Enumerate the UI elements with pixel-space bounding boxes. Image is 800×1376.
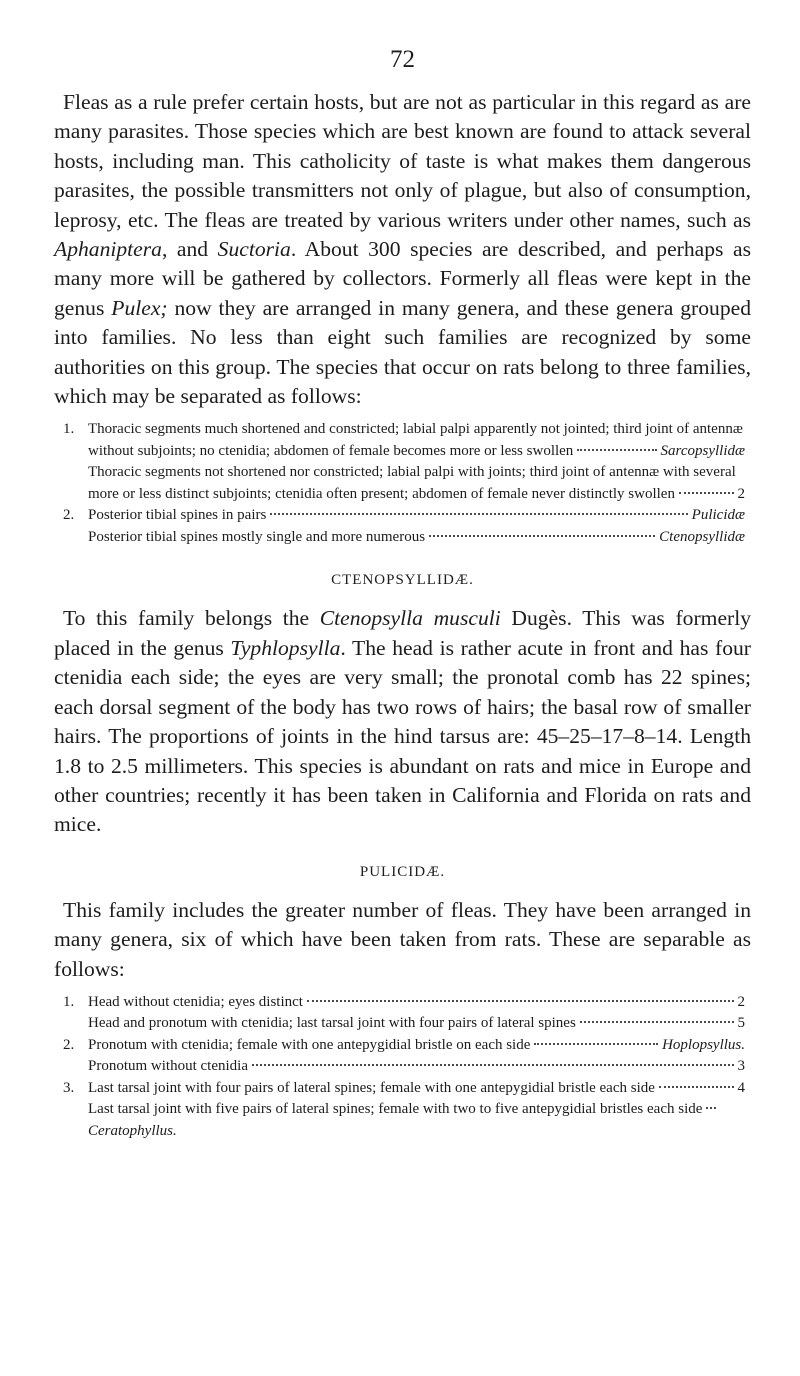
key-result: 5 [737,1015,745,1032]
body-text: Dugès. This was formerly placed in the genus [54,606,752,660]
dot-leader [706,1107,716,1109]
taxon-name: Suctoria [217,237,291,262]
key-line [88,419,751,462]
taxon-name: Aphaniptera [54,237,162,262]
key-description: Head without ctenidia; eyes distinct [88,993,303,1010]
key-entry [54,1099,751,1142]
key-line [88,527,751,549]
key-description: Posterior tibial spines mostly single and more numerous [88,528,426,545]
key-line [88,1013,751,1035]
key-entry [54,1056,751,1078]
dot-leader [307,1000,734,1002]
key-description: Thoracic segments much shortened and constricted; labial palpi apparently not jointed; third joint of antennæ without subjoints; no ctenidia; abdomen of female becomes more or less swollen [88,421,743,459]
dot-leader [580,1021,734,1023]
dot-leader [534,1043,658,1045]
key-line [88,462,751,505]
ctenopsyllidae-paragraph [54,604,751,839]
key-entry [54,527,751,549]
genus-key [54,992,751,1143]
key-number: 1. [63,421,75,438]
intro-text: Fleas as a rule prefer certain hosts, but are not as particular in this regard as are many parasites. Those species which are best known are found to attack several hosts, including man. This catholicity of taste is what makes them dangerous parasites, the possible transmitters not only of plague, but also of consumption, leprosy, etc. The fleas are treated by various writers under other names, such as [54,90,751,232]
key-description: Posterior tibial spines in pairs [88,507,267,524]
pulicidae-paragraph: This family includes the greater number of fleas. They have been arranged in many genera, six of which have been taken from rats. These are separable as follows: [54,897,751,981]
dot-leader [270,513,687,515]
key-entry [54,1078,751,1100]
key-result: Ceratophyllus. [88,1122,177,1139]
key-result: Sarcopsyllidæ [660,442,745,459]
taxon-name: Typhlopsylla [230,635,341,660]
key-result: Pulicidæ [691,507,745,524]
intro-text: , and [161,237,218,262]
key-description: Pronotum without ctenidia [88,1058,248,1075]
key-entry [54,419,751,462]
key-result: Ctenopsyllidæ [659,528,745,545]
intro-text: . About 300 species are described, and perhaps as many more will be gathered by collectors. Formerly all fleas were kept in the genus [54,237,751,320]
key-description: Last tarsal joint with four pairs of lateral spines; female with one antepygidial bristle each side [88,1079,655,1096]
key-result: 3 [737,1058,745,1075]
dot-leader [659,1086,734,1088]
key-result: 2 [737,485,745,502]
key-description: Pronotum with ctenidia; female with one antepygidial bristle on each side [88,1036,531,1053]
key-result: Hoplopsyllus. [662,1036,745,1053]
body-text: . The head is rather acute in front and has four ctenidia each side; the eyes are very small; the pronotal comb has 22 spines; each dorsal segment of the body has two rows of hairs; the basal row of smaller hairs. The proportions of joints in the hind tarsus are: 45–25–17–8–14. Length 1.8 to 2.5 millimeters. This species is abundant on rats and mice in Europe and other countries; recently it has been taken in California and Florida on rats and mice. [54,635,751,837]
key-line [88,505,751,527]
key-entry [54,505,751,527]
key-entry [54,1013,751,1035]
intro-text: now they are arranged in many genera, and these genera grouped into families. No less than eight such families are recognized by some authorities on this group. The species that occur on rats belong to three families, which may be separated as follows: [54,295,751,409]
key-result: 2 [737,993,745,1010]
key-line [88,1078,751,1100]
dot-leader [252,1064,734,1066]
family-key [54,419,751,548]
key-number: 1. [63,993,75,1010]
taxon-name: Ctenopsylla musculi [319,606,501,631]
section-heading-ctenopsyllidae: CTENOPSYLLIDÆ. [331,572,474,589]
key-number: 3. [63,1079,75,1096]
taxon-name: Pulex; [111,295,168,320]
key-line [88,1056,751,1078]
key-number: 2. [63,507,75,524]
key-entry [54,1035,751,1057]
key-entry [54,462,751,505]
key-line [88,992,751,1014]
key-description: Head and pronotum with ctenidia; last tarsal joint with four pairs of lateral spines [88,1015,576,1032]
dot-leader [577,449,656,451]
key-line [88,1099,751,1142]
page-number: 72 [390,46,415,73]
dot-leader [429,535,655,537]
body-text: To this family belongs the [63,606,320,631]
key-result: 4 [737,1079,745,1096]
key-description: Last tarsal joint with five pairs of lateral spines; female with two to five antepygidial bristles each side [88,1101,703,1118]
section-heading-pulicidae: PULICIDÆ. [359,863,446,880]
intro-paragraph [54,88,751,411]
key-number: 2. [63,1036,75,1053]
dot-leader [679,492,734,494]
key-description: Thoracic segments not shortened nor constricted; labial palpi with joints; third joint of antennæ with several more or less distinct subjoints; ctenidia often present; abdomen of female never distinctly swollen [88,464,736,502]
key-entry [54,992,751,1014]
key-line [88,1035,751,1057]
